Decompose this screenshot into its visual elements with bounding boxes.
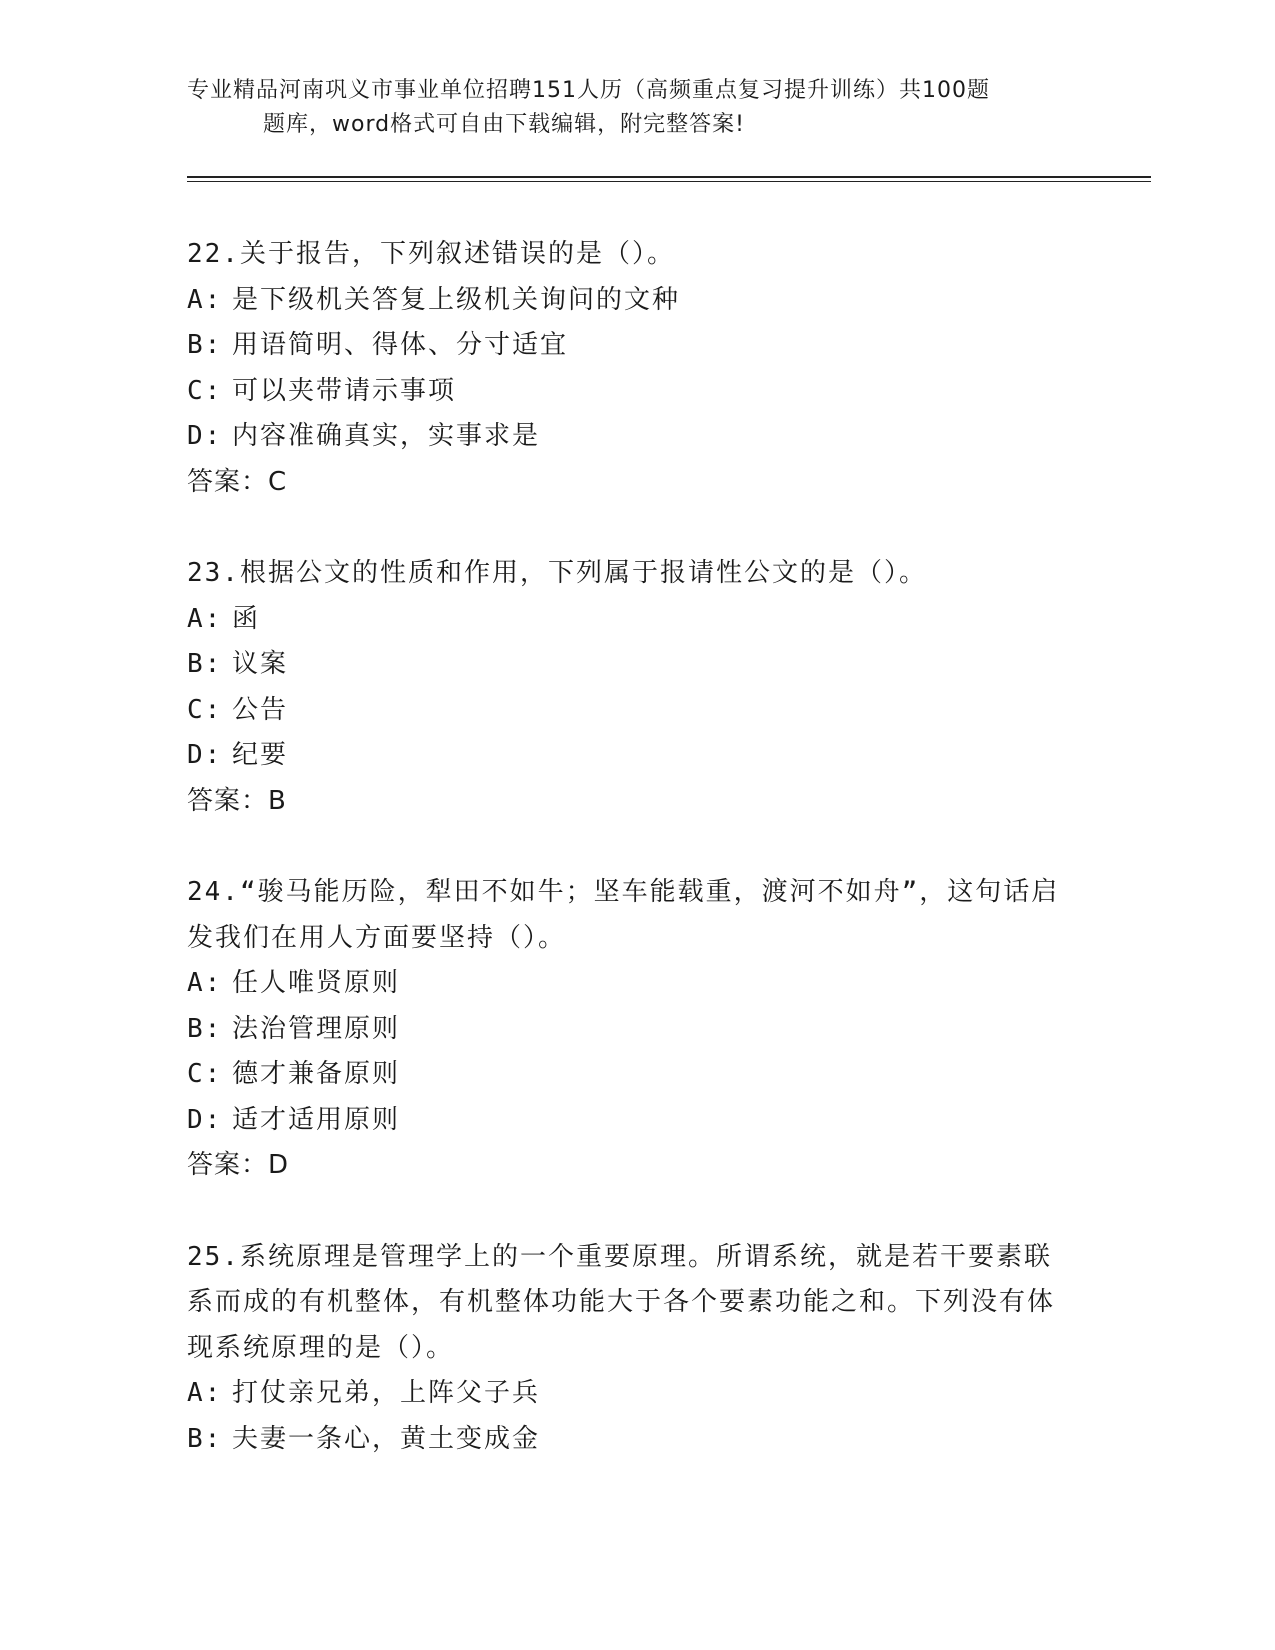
option-letter: B:	[187, 330, 223, 360]
option-letter: D:	[187, 740, 223, 770]
answer-line: 答案：B	[187, 785, 287, 816]
option-d	[187, 733, 1087, 779]
option-text: 公告	[232, 694, 289, 725]
option-letter: D:	[187, 1104, 223, 1135]
question-23	[187, 551, 1087, 824]
option-text: 打仗亲兄弟，上阵父子兵	[232, 1378, 541, 1408]
option-letter: D:	[187, 421, 223, 451]
header-divider-thick	[187, 176, 1151, 178]
question-22	[187, 232, 1087, 505]
question-24	[187, 870, 1087, 1189]
option-letter: B:	[187, 649, 223, 679]
option-letter: A:	[187, 603, 223, 634]
option-text: 函	[232, 603, 261, 634]
question-text: 24.“骏马能历险，犁田不如牛；坚车能载重，渡河不如舟”，这句话启发我们在用人方面要坚持（）。	[187, 877, 1060, 953]
option-d	[187, 1098, 1087, 1144]
option-letter: C:	[187, 375, 223, 406]
option-letter: C:	[187, 1059, 223, 1089]
document-header	[187, 74, 1087, 142]
question-text: 25.系统原理是管理学上的一个重要原理。所谓系统，就是若干要素联系而成的有机整体，有机整体功能大于各个要素功能之和。下列没有体现系统原理的是（）。	[187, 1241, 1056, 1363]
option-text: 是下级机关答复上级机关询问的文种	[232, 284, 681, 315]
question-text: 22.关于报告，下列叙述错误的是（）。	[187, 239, 675, 269]
question-list	[187, 232, 1087, 1508]
option-b	[187, 1417, 1087, 1463]
option-text: 法治管理原则	[232, 1013, 401, 1044]
option-b	[187, 323, 1087, 369]
answer-line: 答案：C	[187, 466, 288, 497]
option-text: 可以夹带请示事项	[232, 375, 457, 406]
option-text: 适才适用原则	[232, 1104, 401, 1135]
header-title-line-2: 题库，word格式可自由下载编辑，附完整答案!	[263, 112, 745, 137]
option-text: 内容准确真实，实事求是	[232, 421, 541, 451]
option-b	[187, 642, 1087, 688]
option-letter: C:	[187, 694, 223, 725]
option-text: 用语简明、得体、分寸适宜	[232, 330, 569, 360]
option-c	[187, 369, 1087, 415]
option-letter: A:	[187, 1378, 223, 1408]
option-text: 任人唯贤原则	[232, 968, 401, 998]
answer-line: 答案：D	[187, 1150, 290, 1180]
option-a	[187, 961, 1087, 1007]
option-text: 议案	[232, 649, 289, 679]
option-a	[187, 1371, 1087, 1417]
question-25	[187, 1235, 1087, 1463]
header-divider-thin	[187, 181, 1151, 182]
option-a	[187, 597, 1087, 643]
option-text: 夫妻一条心，黄土变成金	[232, 1423, 541, 1454]
option-letter: A:	[187, 284, 223, 315]
option-c	[187, 688, 1087, 734]
option-d	[187, 414, 1087, 460]
option-a	[187, 278, 1087, 324]
option-text: 德才兼备原则	[232, 1059, 401, 1089]
question-text: 23.根据公文的性质和作用，下列属于报请性公文的是（）。	[187, 558, 927, 588]
option-c	[187, 1052, 1087, 1098]
header-title-line-1: 专业精品河南巩义市事业单位招聘151人历（高频重点复习提升训练）共100题	[187, 78, 990, 103]
option-b	[187, 1007, 1087, 1053]
option-letter: A:	[187, 968, 223, 998]
option-letter: B:	[187, 1423, 223, 1454]
option-letter: B:	[187, 1013, 223, 1044]
option-text: 纪要	[232, 740, 289, 770]
